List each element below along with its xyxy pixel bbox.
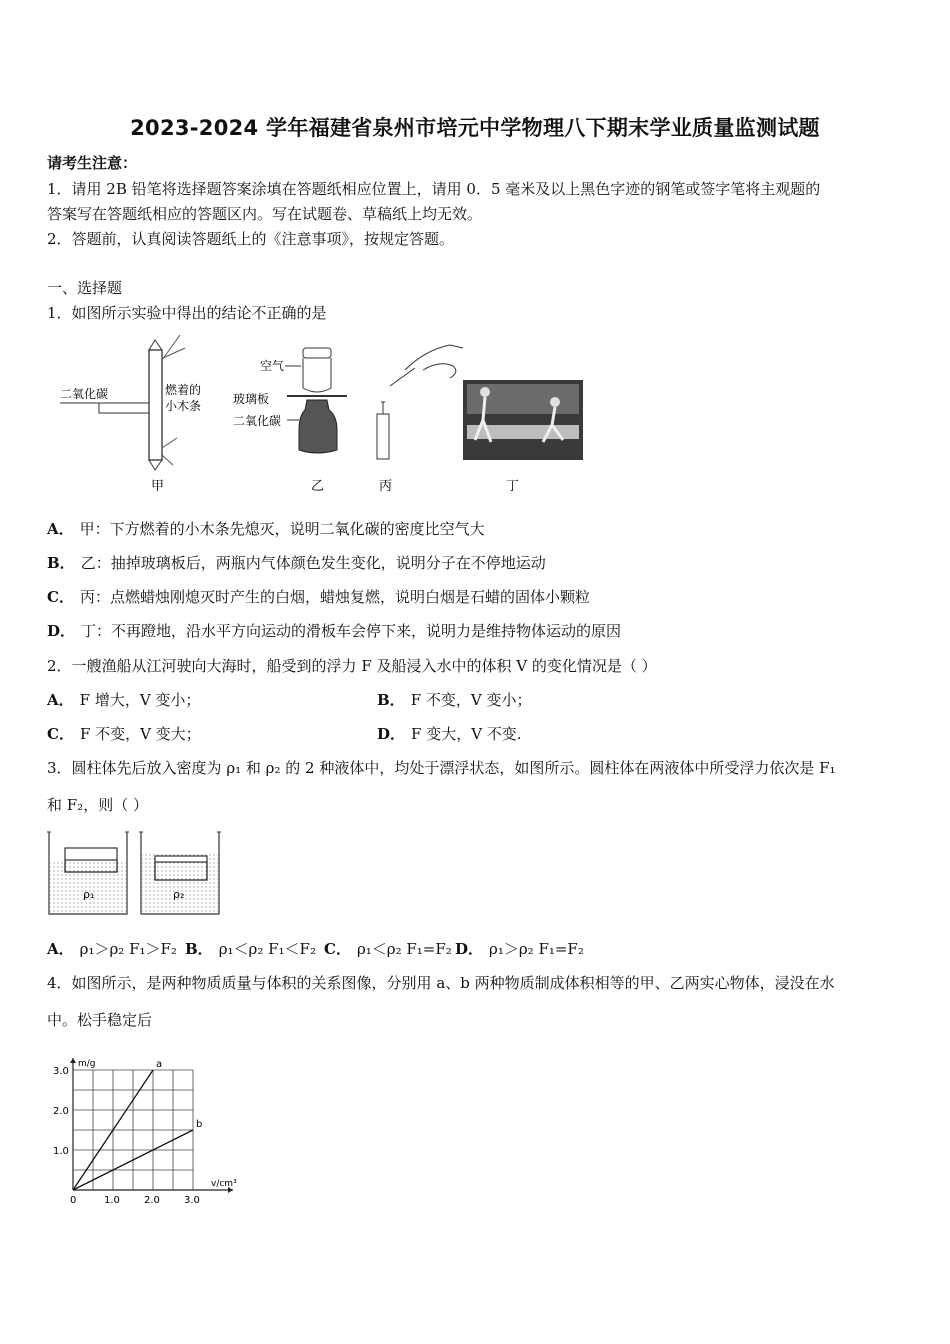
chart-ticks bbox=[53, 1066, 203, 1205]
notice-item2: 2．答题前，认真阅读答题纸上的《注意事项》，按规定答题。 bbox=[47, 230, 455, 248]
figure-bing bbox=[377, 345, 463, 494]
figure-yi bbox=[233, 348, 347, 494]
q1-option-a[interactable]: A． 甲：下方燃着的小木条先熄灭，说明二氧化碳的密度比空气大 bbox=[47, 520, 485, 538]
y-tick-label: 2.0 bbox=[53, 1106, 69, 1117]
section-heading: 一、选择题 bbox=[47, 279, 123, 297]
x-tick-label: 3.0 bbox=[184, 1195, 200, 1205]
q3-option-a[interactable]: A． ρ₁＞ρ₂ F₁＞F₂ bbox=[47, 940, 177, 958]
x-tick-label: 1.0 bbox=[104, 1195, 120, 1205]
q1-stem: 1．如图所示实验中得出的结论不正确的是 bbox=[47, 304, 327, 322]
y-tick-label: 3.0 bbox=[53, 1066, 69, 1077]
q2-stem: 2．一艘渔船从江河驶向大海时，船受到的浮力 F 及船浸入水中的体积 V 的变化情况是（ ） bbox=[47, 657, 657, 675]
jia-stick-label1: 燃着的 bbox=[165, 383, 202, 397]
q3-stem-line2: 和 F₂，则（ ） bbox=[47, 796, 148, 814]
chart-grid bbox=[73, 1070, 193, 1190]
q3-option-c[interactable]: C． ρ₁＜ρ₂ F₁=F₂ bbox=[324, 940, 452, 958]
yi-air-label: 空气 bbox=[260, 359, 285, 373]
notice-item1-line1: 1．请用 2B 铅笔将选择题答案涂填在答题纸相应位置上，请用 0．5 毫米及以上黑色字迹的钢笔或签字笔将主观题的 bbox=[47, 180, 821, 198]
q3-option-b[interactable]: B． ρ₁＜ρ₂ F₁＜F₂ bbox=[185, 940, 316, 958]
caption-bing: 丙 bbox=[379, 479, 393, 494]
q3-option-d[interactable]: D． ρ₁＞ρ₂ F₁=F₂ bbox=[455, 940, 584, 958]
q2-option-a[interactable]: A． F 增大，V 变小； bbox=[47, 691, 201, 709]
x-tick-label: 2.0 bbox=[144, 1195, 160, 1205]
q4-chart bbox=[40, 1040, 250, 1205]
y-axis-arrow bbox=[70, 1058, 76, 1063]
caption-ding: 丁 bbox=[506, 479, 520, 494]
q1-figure bbox=[55, 330, 615, 500]
q2-option-d[interactable]: D． F 变大，V 不变. bbox=[377, 725, 522, 743]
series-label-a: a bbox=[156, 1059, 163, 1070]
chart-xlabel: v/cm³ bbox=[211, 1179, 237, 1189]
chart-axes bbox=[70, 1058, 233, 1193]
beaker-1 bbox=[47, 832, 129, 914]
yi-co2-label: 二氧化碳 bbox=[233, 414, 282, 428]
q1-option-d[interactable]: D． 丁：不再蹬地，沿水平方向运动的滑板车会停下来，说明力是维持物体运动的原因 bbox=[47, 622, 622, 640]
yi-glass-label: 玻璃板 bbox=[233, 392, 270, 406]
caption-yi: 乙 bbox=[311, 479, 325, 494]
beaker-1-label: ρ₁ bbox=[83, 888, 95, 901]
beaker-2 bbox=[139, 832, 221, 914]
figure-jia bbox=[60, 335, 201, 494]
q2-option-c[interactable]: C． F 不变，V 变大； bbox=[47, 725, 201, 743]
caption-jia: 甲 bbox=[151, 479, 165, 494]
q3-figure bbox=[45, 826, 225, 921]
q3-stem-line1: 3．圆柱体先后放入密度为 ρ₁ 和 ρ₂ 的 2 种液体中，均处于漂浮状态，如图所示。圆柱体在两液体中所受浮力依次是 F₁ bbox=[47, 759, 836, 777]
q4-stem-line2: 中。松手稳定后 bbox=[47, 1011, 153, 1029]
chart-ylabel: m/g bbox=[78, 1059, 96, 1069]
beaker-2-label: ρ₂ bbox=[173, 888, 185, 901]
q1-option-b[interactable]: B． 乙：抽掉玻璃板后，两瓶内气体颜色发生变化，说明分子在不停地运动 bbox=[47, 554, 546, 572]
q4-stem-line1: 4．如图所示，是两种物质质量与体积的关系图像，分别用 a、b 两种物质制成体积相等的甲、乙两实心物体，浸没在水 bbox=[47, 974, 835, 992]
jia-stick-label2: 小木条 bbox=[165, 399, 202, 413]
page-title: 2023-2024 学年福建省泉州市培元中学物理八下期末学业质量监测试题 bbox=[130, 116, 820, 140]
y-tick-label: 1.0 bbox=[53, 1146, 69, 1157]
notice-heading: 请考生注意： bbox=[47, 154, 138, 172]
notice-item1-line2: 答案写在答题纸相应的答题区内。写在试题卷、草稿纸上均无效。 bbox=[47, 205, 483, 223]
q1-option-c[interactable]: C． 丙：点燃蜡烛刚熄灭时产生的白烟，蜡烛复燃，说明白烟是石蜡的固体小颗粒 bbox=[47, 588, 590, 606]
jia-gas-label: 二氧化碳 bbox=[60, 387, 109, 401]
x-tick-label: 0 bbox=[70, 1195, 77, 1205]
q2-option-b[interactable]: B． F 不变，V 变小； bbox=[377, 691, 532, 709]
series-label-b: b bbox=[196, 1119, 203, 1130]
figure-ding bbox=[463, 380, 583, 494]
